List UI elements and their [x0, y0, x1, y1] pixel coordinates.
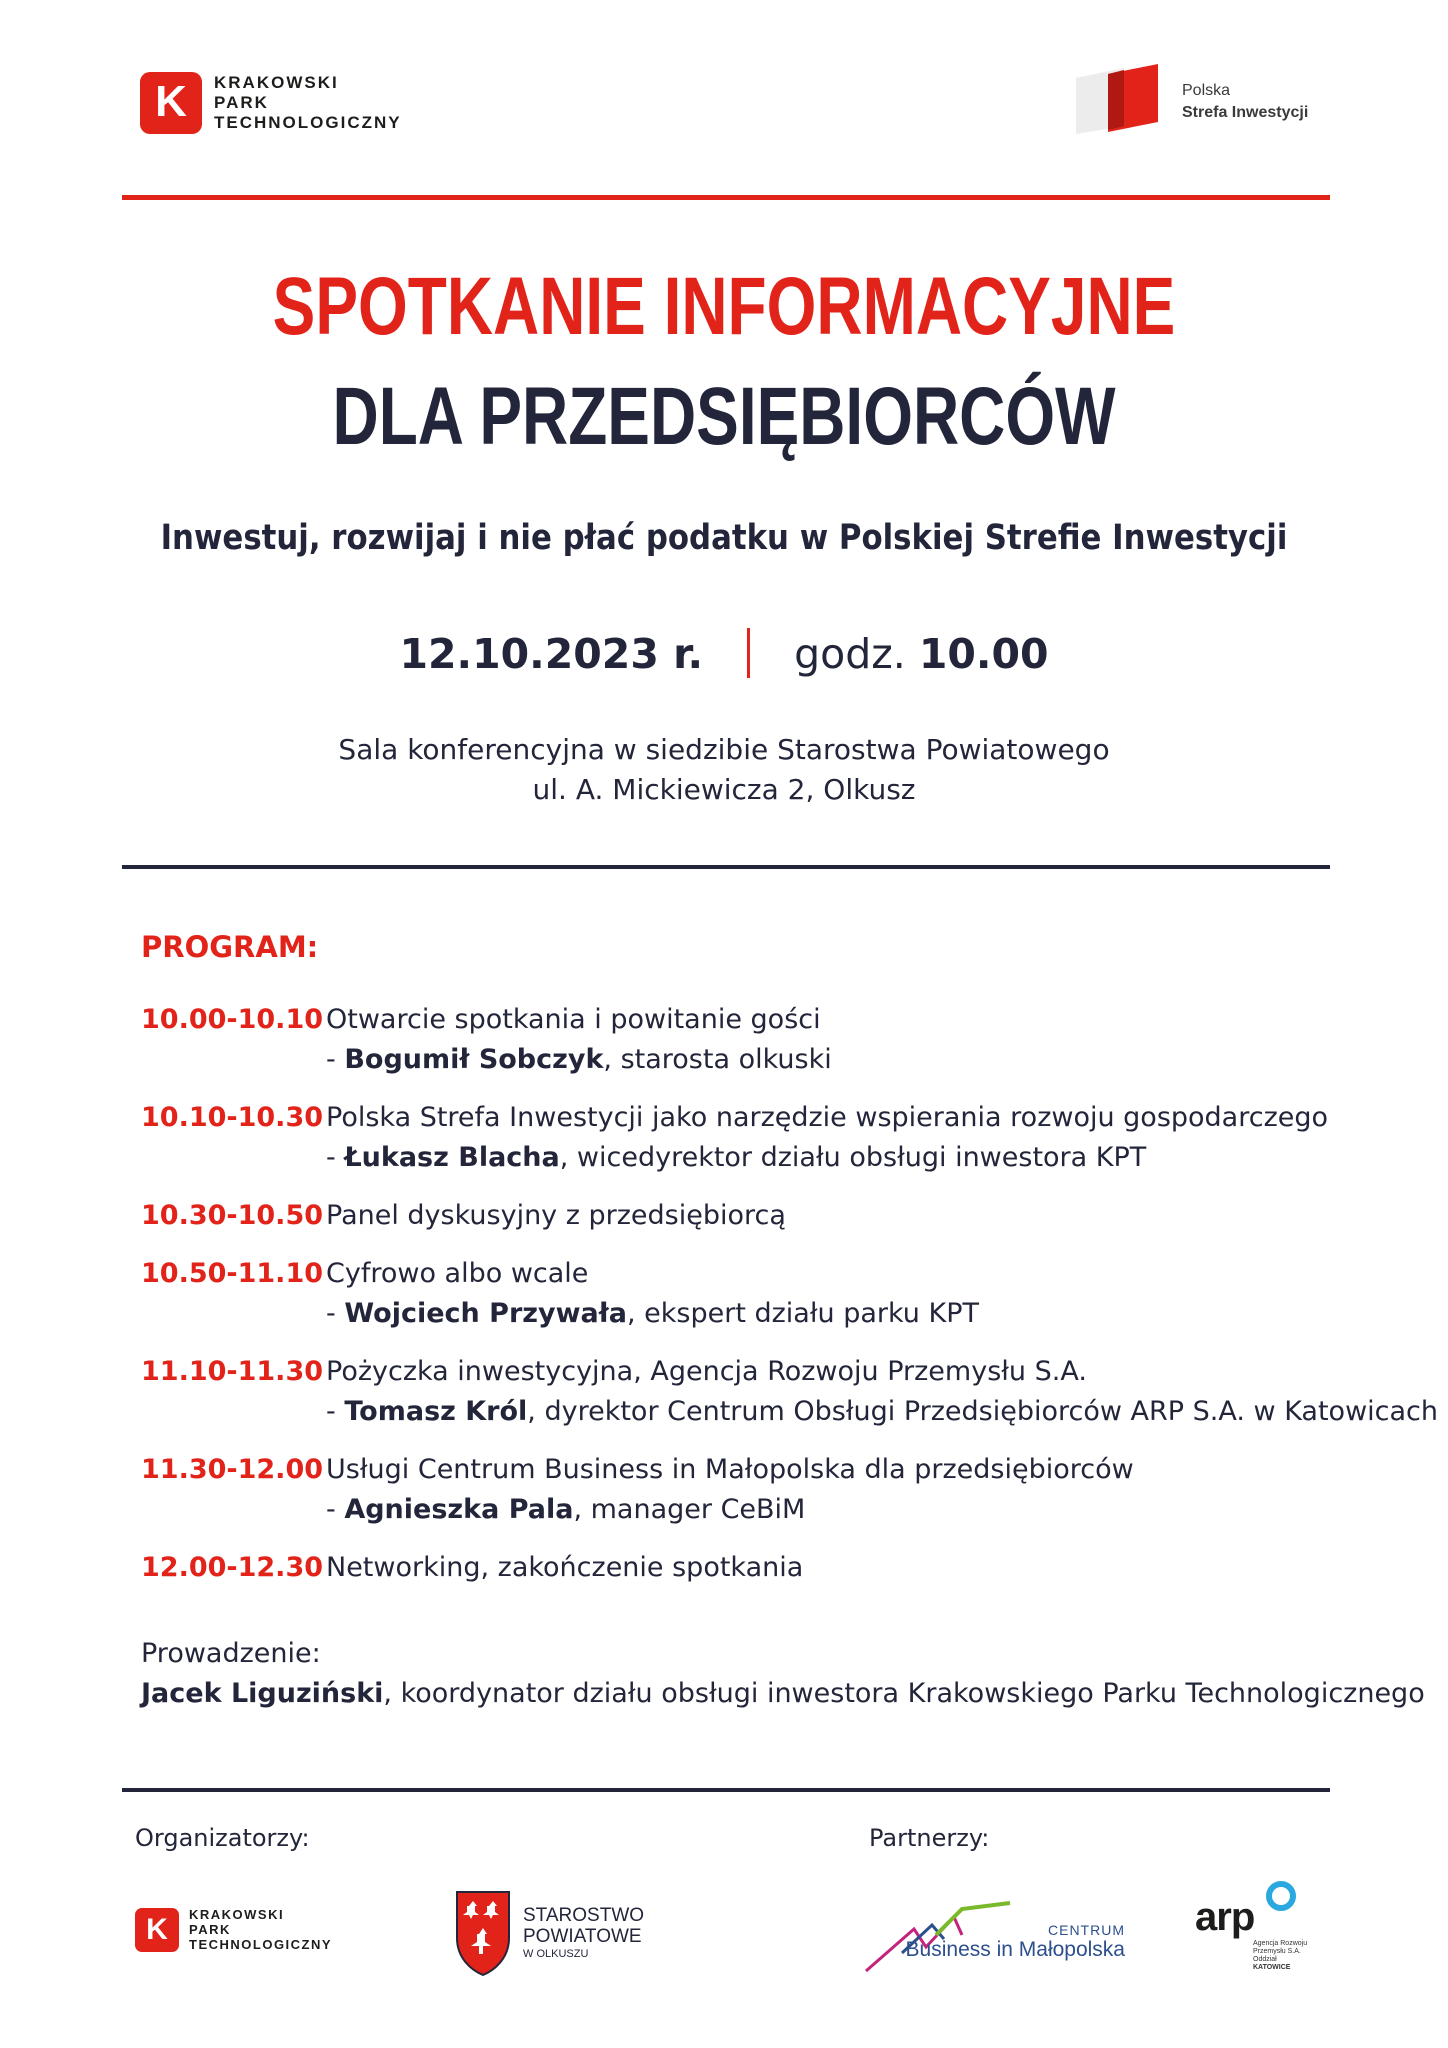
program-time: 10.10-10.30 [141, 1102, 324, 1133]
organizers-label: Organizatorzy: [135, 1824, 310, 1852]
program-time: 11.10-11.30 [141, 1356, 324, 1387]
program-speaker-line: - Bogumił Sobczyk, starosta olkuski [326, 1044, 832, 1075]
kpt-logo-mark: K [135, 1908, 179, 1952]
header-divider [122, 195, 1330, 200]
program-speaker-line: - Tomasz Król, dyrektor Centrum Obsługi Przedsiębiorców ARP S.A. w Katowicach [326, 1396, 1439, 1427]
subtitle: Inwestuj, rozwijaj i nie płać podatku w Polskiej Strefie Inwestycji [160, 518, 1288, 558]
psi-logo-text: Polska Strefa Inwestycji [1182, 82, 1309, 121]
cebim-logo-text: CENTRUM Business in Małopolska [905, 1922, 1125, 1961]
program-speaker-line: - Agnieszka Pala, manager CeBiM [326, 1494, 806, 1525]
section-divider-bottom [122, 1788, 1330, 1792]
psi-logo-icon [1072, 64, 1164, 148]
time-prefix: godz. [794, 630, 906, 678]
program-title: Pożyczka inwestycyjna, Agencja Rozwoju Przemysłu S.A. [326, 1356, 1087, 1387]
program-item [141, 1548, 1341, 1588]
program-label: PROGRAM: [141, 930, 319, 964]
starostwo-text: STAROSTWO POWIATOWE W OLKUSZU [523, 1905, 645, 1960]
host-role: , koordynator działu obsługi inwestora Krakowskiego Parku Technologicznego [383, 1678, 1425, 1709]
kpt-logo-text: KRAKOWSKI PARK TECHNOLOGICZNY [214, 73, 402, 132]
date-time-row [0, 630, 1448, 682]
program-time: 10.50-11.10 [141, 1258, 324, 1289]
speaker-name: Agnieszka Pala [344, 1494, 574, 1525]
speaker-name: Wojciech Przywała [344, 1298, 627, 1329]
partners-label: Partnerzy: [869, 1824, 990, 1852]
program-item [141, 1254, 1341, 1334]
title-line-2: DLA PRZEDSIĘBIORCÓW [332, 371, 1116, 462]
host-name: Jacek Liguziński [141, 1678, 384, 1709]
program-title: Panel dyskusyjny z przedsiębiorcą [326, 1200, 786, 1231]
program-time: 12.00-12.30 [141, 1552, 324, 1583]
program-item [141, 1098, 1341, 1178]
venue [0, 730, 1448, 810]
host-label: Prowadzenie: [141, 1638, 321, 1669]
program-time: 10.00-10.10 [141, 1004, 324, 1035]
speaker-role: , starosta olkuski [603, 1044, 832, 1075]
program-title: Otwarcie spotkania i powitanie gości [326, 1004, 821, 1035]
kpt-logo-mark: K [140, 72, 202, 134]
coat-of-arms-icon [455, 1890, 511, 1976]
program-item [141, 1196, 1341, 1236]
program-item [141, 1352, 1439, 1432]
program-title: Cyfrowo albo wcale [326, 1258, 589, 1289]
section-divider-top [122, 865, 1330, 869]
program-speaker-line: - Wojciech Przywała, ekspert działu parku KPT [326, 1298, 979, 1329]
date-separator [747, 628, 750, 678]
speaker-role: , manager CeBiM [573, 1494, 806, 1525]
event-time: 10.00 [918, 630, 1049, 678]
program-time: 11.30-12.00 [141, 1454, 324, 1485]
program-item [141, 1450, 1341, 1530]
program-speaker-line: - Łukasz Blacha, wicedyrektor działu obsługi inwestora KPT [326, 1142, 1147, 1173]
host-section [141, 1634, 1425, 1714]
program-title: Usługi Centrum Business in Małopolska dla przedsiębiorców [326, 1454, 1134, 1485]
kpt-logo-text: KRAKOWSKI PARK TECHNOLOGICZNY [189, 1907, 333, 1952]
speaker-role: , ekspert działu parku KPT [626, 1298, 979, 1329]
program-list [141, 1000, 1439, 1588]
program-title: Polska Strefa Inwestycji jako narzędzie wspierania rozwoju gospodarczego [326, 1102, 1329, 1133]
speaker-role: , wicedyrektor działu obsługi inwestora KPT [559, 1142, 1147, 1173]
speaker-name: Bogumił Sobczyk [344, 1044, 604, 1075]
kpt-logo [140, 72, 402, 134]
venue-line-1: Sala konferencyjna w siedzibie Starostwa Powiatowego [338, 733, 1110, 766]
host-line [141, 1674, 1425, 1714]
speaker-role: , dyrektor Centrum Obsługi Przedsiębiorców ARP S.A. w Katowicach [527, 1396, 1439, 1427]
title-line-1: SPOTKANIE INFORMACYJNE [272, 261, 1176, 352]
footer-kpt-logo [135, 1907, 332, 1952]
arp-logo-text: arp [1195, 1895, 1255, 1939]
arp-logo-subtext: Agencja Rozwoju Przemysłu S.A. Oddział KATOWICE [1253, 1940, 1308, 1971]
program-title: Networking, zakończenie spotkania [326, 1552, 804, 1583]
speaker-name: Tomasz Król [344, 1396, 528, 1427]
venue-line-2: ul. A. Mickiewicza 2, Olkusz [532, 773, 916, 806]
starostwo-logo [455, 1890, 644, 1976]
event-date: 12.10.2023 r. [399, 630, 704, 678]
program-item [141, 1000, 1341, 1080]
speaker-name: Łukasz Blacha [344, 1142, 560, 1173]
program-time: 10.30-10.50 [141, 1200, 324, 1231]
